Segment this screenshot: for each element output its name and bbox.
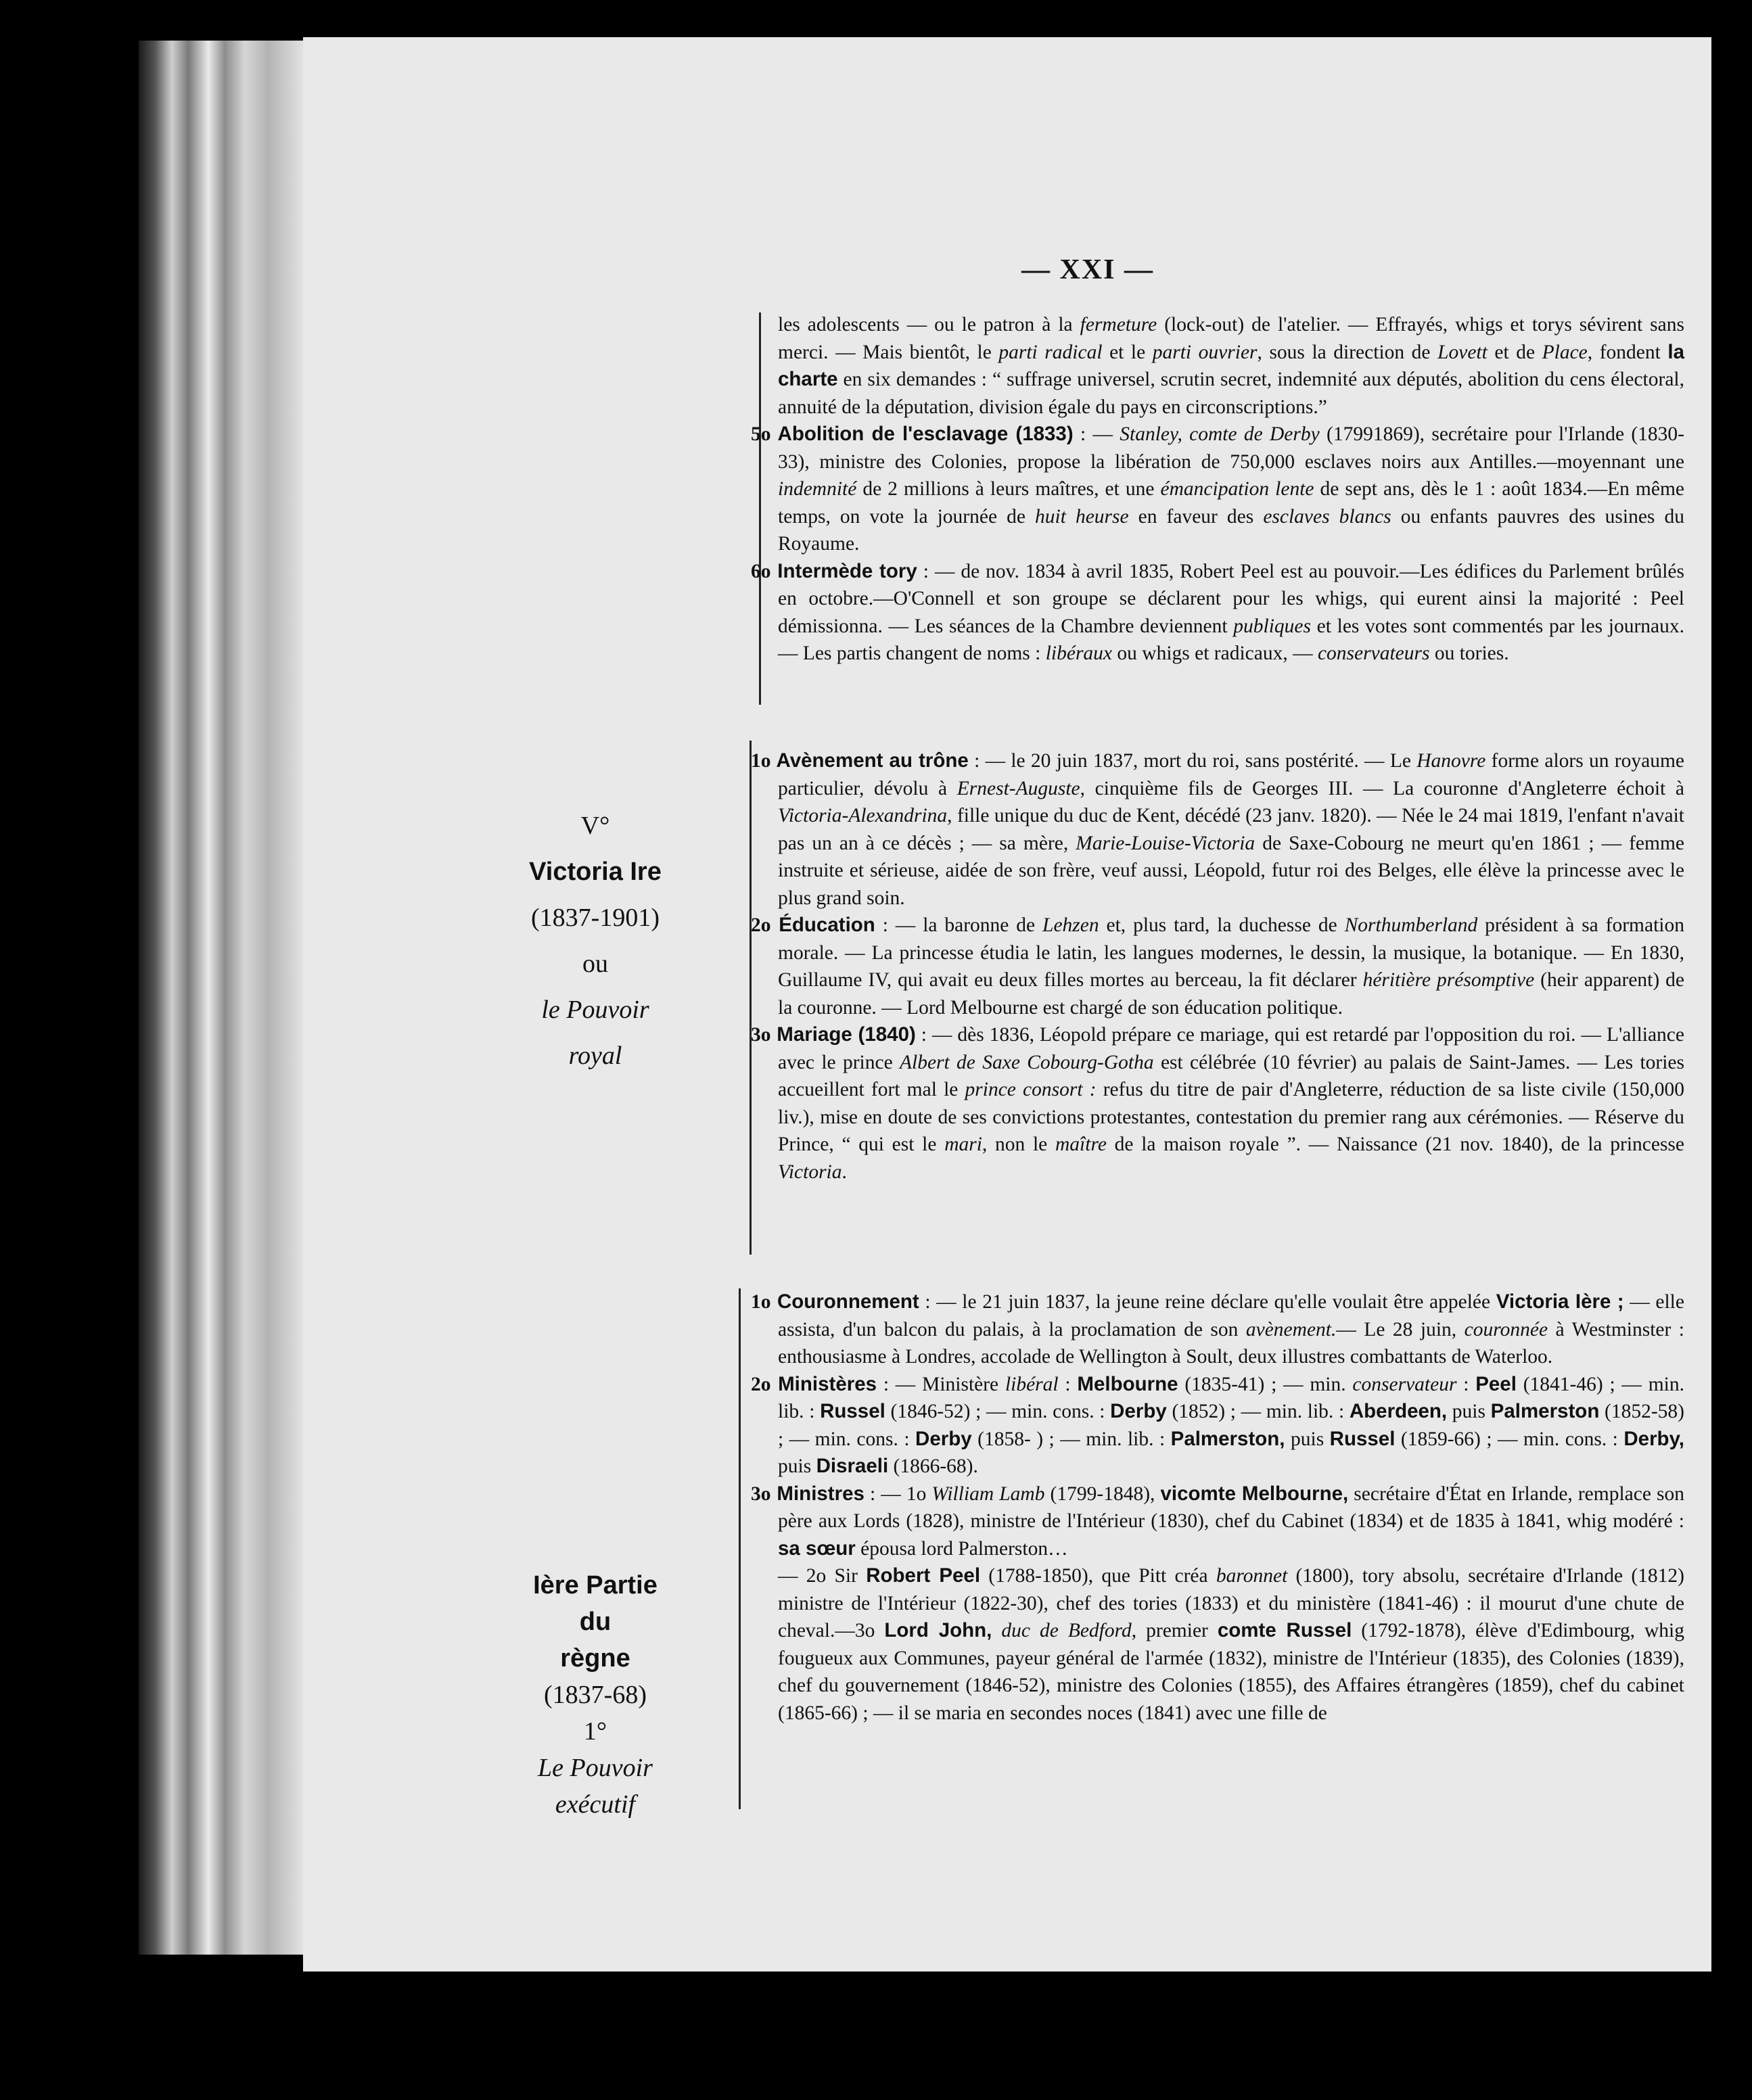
part-years: (1837-68) — [544, 1681, 647, 1709]
sidebar-reign-title — [467, 805, 724, 1081]
item-ministres: 3o Ministres : — 1o William Lamb (1799-1848), vicomte Melbourne, secrétaire d'État en Irlande, remplace son père aux Lords (1828), ministre de l'Intérieur (1830), chef du Cabinet (1834) et de 1835 à 1841, whig modéré : sa sœur épousa lord Palmerston… — [751, 1482, 1684, 1560]
item-education: 2o Éducation : — la baronne de Lehzen et, plus tard, la duchesse de Northumberland président à sa formation morale. — La princesse étudia le latin, les langues modernes, le dessin, la musique, la botanique. — En 1830, Guillaume IV, qui avait eu deux filles mortes au berceau, la fit déclarer héritière présomptive (heir apparent) de la couronne. — Lord Melbourne est chargé de son éducation politique. — [751, 914, 1685, 1019]
reign-years: (1837-1901) — [531, 904, 660, 932]
part-number: 1° — [583, 1717, 607, 1746]
reign-or: ou — [582, 950, 608, 978]
item-ministres-continued: — 2o Sir Robert Peel (1788-1850), que Pitt créa baronnet (1800), tory absolu, secrétaire d'Irlande (1812) ministre de l'Intérieur (1822-30), chef des tories (1833) et du ministère (1841-46) : il mourut d'une chute de cheval.—3o Lord John, duc de Bedford, premier comte Russel (1792-1878), élève d'Edimbourg, whig fougueux aux Communes, payeur général de l'armée (1832), ministre de l'Intérieur (1835), des Colonies (1839), chef du gouvernement (1846-52), ministre des Colonies (1855), des Affaires étrangères (1859), chef du cabinet (1865-66) ; — il se maria en secondes noces (1841) avec une fille de — [778, 1564, 1685, 1724]
item-avenement: 1o Avènement au trône : — le 20 juin 1837, mort du roi, sans postérité. — Le Hanovre forme alors un royaume particulier, dévolu à Ernest-Auguste, cinquième fils de Georges III. — La couronne d'Angleterre échoit à Victoria-Alexandrina, fille unique du duc de Kent, décédé (23 janv. 1820). — Née le 24 mai 1819, l'enfant n'avait pas un an à ce décès ; — sa mère, Marie-Louise-Victoria de Saxe-Cobourg ne meurt qu'en 1861 ; — femme instruite et sérieuse, aidée de son frère, veuf aussi, Léopold, futur roi des Belges, elle élève la princesse avec le plus grand soin. — [751, 749, 1685, 909]
item-mariage: 3o Mariage (1840) : — dès 1836, Léopold prépare ce mariage, qui est retardé par l'opposition du roi. — L'alliance avec le prince Albert de Saxe Cobourg-Gotha est célébrée (10 février) au palais de Saint-James. — Les tories accueillent fort mal le prince consort : refus du titre de pair d'Angleterre, réduction de sa liste civile (150,000 liv.), mise en doute de ses convictions protestantes, contestation du premier rang aux cérémonies. — Réserve du Prince, “ qui est le mari, non le maître de la maison royale ”. — Naissance (21 nov. 1840), de la princesse Victoria. — [751, 1023, 1685, 1183]
reign-name: Victoria Ire — [529, 858, 662, 886]
continuation-paragraph: les adolescents — ou le patron à la fermeture (lock-out) de l'atelier. — Effrayés, whigs et torys sévirent sans merci. — Mais bientôt, le parti radical et le parti ouvrier, sous la direction de Lovett et de Place, fondent la charte en six demandes : “ suffrage universel, scrutin secret, indemnité aux députés, abolition du cens électoral, annuité de la députation, division égale du pays en circonscriptions.” — [778, 314, 1684, 418]
item-abolition: 5o Abolition de l'esclavage (1833) : — Stanley, comte de Derby (17991869), secrétaire pour l'Irlande (1830-33), ministre des Colonies, propose la libération de 750,000 esclaves noirs aux Antilles.—moyennant une indemnité de 2 millions à leurs maîtres, et une émancipation lente de sept ans, dès le 1 : août 1834.—En même temps, on vote la journée de huit heurse en faveur des esclaves blancs ou enfants pauvres des usines du Royaume. — [751, 423, 1685, 555]
part-subtitle-1: Le Pouvoir — [538, 1754, 653, 1782]
page-number: — XXI — — [1021, 254, 1155, 285]
item-couronnement: 1o Couronnement : — le 21 juin 1837, la jeune reine déclare qu'elle voulait être appelée Victoria Ière ; — elle assista, d'un balcon du palais, à la proclamation de son avènement.— Le 28 juin, couronnée à Westminster : enthousiasme à Londres, accolade de Wellington à Soult, deux illustres combattants de Waterloo. — [751, 1290, 1684, 1368]
reign-subtitle-1: le Pouvoir — [541, 996, 649, 1024]
section-pouvoir-executif — [751, 1288, 1684, 1727]
section-previous-reign — [751, 311, 1684, 668]
reign-roman-numeral: V° — [580, 812, 610, 840]
item-intermede-tory: 6o Intermède tory : — de nov. 1834 à avril 1835, Robert Peel est au pouvoir.—Les édifices du Parlement brûlés en octobre.—O'Connell et son groupe se déclarent pour les whigs, qui eurent ainsi la majorité : Peel démissionna. — Les séances de la Chambre deviennent publiques et les votes sont commentés par les journaux. — Les partis changent de noms : libéraux ou whigs et radicaux, — conservateurs ou tories. — [751, 559, 1685, 664]
part-line-2: du — [579, 1608, 612, 1636]
brace-block-3 — [739, 1288, 745, 1809]
reign-subtitle-2: royal — [568, 1042, 622, 1070]
part-line-3: règne — [560, 1644, 630, 1673]
part-subtitle-2: exécutif — [555, 1790, 636, 1819]
section-victoria — [751, 747, 1684, 1186]
part-line-1: Ière Partie — [533, 1571, 658, 1600]
sidebar-part-title — [467, 1569, 724, 1825]
item-ministeres: 2o Ministères : — Ministère libéral : Melbourne (1835-41) ; — min. conservateur : Peel (1841-46) ; — min. lib. : Russel (1846-52) ; — min. cons. : Derby (1852) ; — min. lib. : Aberdeen, puis Palmerston (1852-58) ; — min. cons. : Derby (1858- ) ; — min. lib. : Palmerston, puis Russel (1859-66) ; — min. cons. : Derby, puis Disraeli (1866-68). — [751, 1372, 1684, 1477]
book-spine — [139, 41, 304, 1955]
